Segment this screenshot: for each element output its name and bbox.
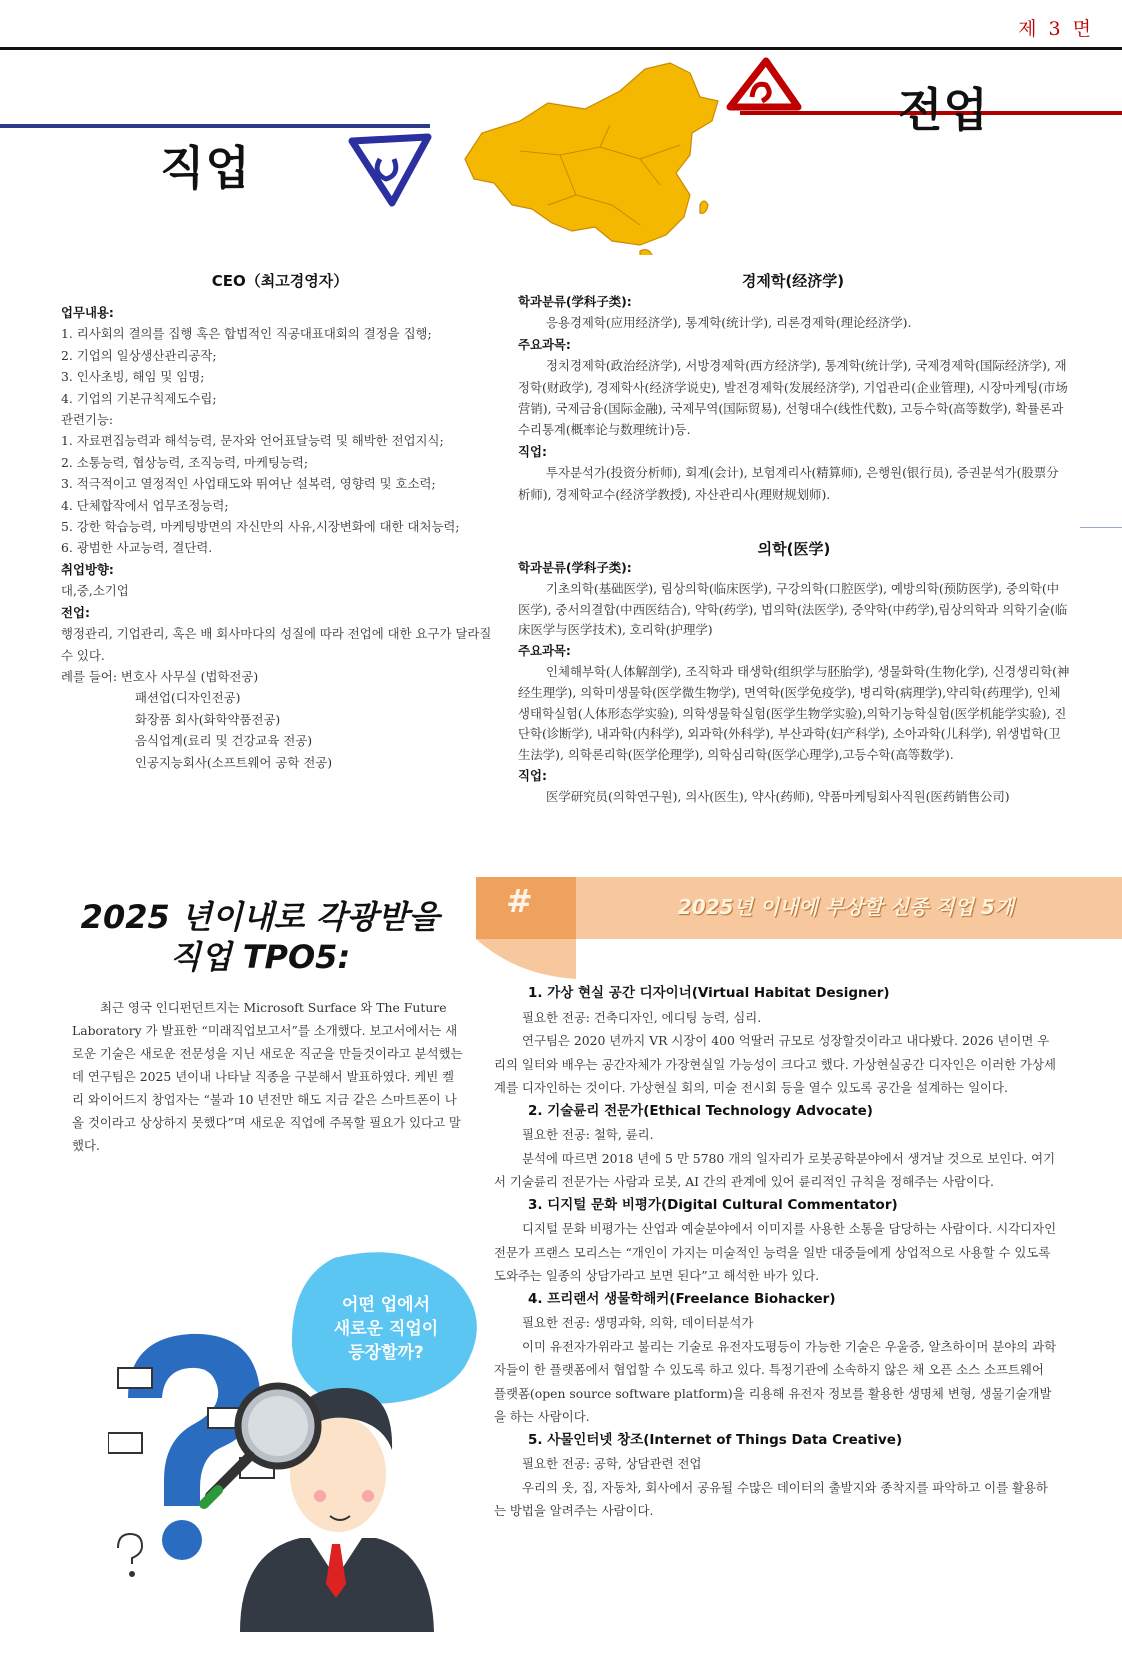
label-box <box>118 1368 152 1388</box>
detective-illustration <box>108 1248 478 1632</box>
bubble-line3: 등장할까? <box>348 1343 424 1363</box>
medicine-jobs-label: 직업: <box>518 767 547 783</box>
ceo-section <box>61 302 498 773</box>
top-rule <box>0 47 1122 50</box>
job-item <box>494 1288 1058 1429</box>
job-title: 4. 프리랜서 생물학해커(Freelance Biohacker) <box>528 1290 836 1307</box>
ceo-duty-item: 2. 기업의 일상생산관리공작; <box>61 347 217 363</box>
job-item <box>494 1100 1058 1194</box>
bubble-line2: 새로운 직업이 <box>333 1319 439 1339</box>
banner-tail <box>476 939 576 979</box>
ceo-duties-label: 업무내용: <box>61 305 114 320</box>
economics-sub: 응용경제학(应用经济学), 통계학(统计学), 리론경제학(理论经济学). <box>546 315 912 331</box>
economics-title: 경제학(经济学) <box>741 272 845 290</box>
job-title: 1. 가상 현실 공간 디자이너(Virtual Habitat Designer) <box>528 985 890 1001</box>
ceo-duty-item: 4. 기업의 기본규칙제도수립; <box>61 390 217 406</box>
ceo-example-item: 인공지능회사(소프트웨어 공학 전공) <box>135 754 333 770</box>
ceo-employment: 대,중,소기업 <box>61 583 129 599</box>
economics-sub-label: 학과분류(学科子类): <box>518 294 632 309</box>
red-triangle-logo <box>730 61 798 107</box>
ceo-transfer-label: 전업: <box>61 604 90 620</box>
medicine-section <box>518 558 1070 808</box>
banner-text: 2025년 이내에 부상할 신종 직업 5개 <box>677 895 1015 919</box>
banner-hash: # <box>506 882 533 920</box>
ceo-title: CEO（최고경영자） <box>211 272 349 290</box>
medicine-title: 의학(医学) <box>757 540 831 558</box>
top5-intro: 최근 영국 인디펀던트지는 Microsoft Surface 와 The Future Laboratory 가 발표한 “미래직업보고서”를 소개했다. 보고서에서는 새로운 기술은 새로운 전문성을 지닌 새로운 직군을 만들것이라고 분석했는데 연구팀은 2025 년이내 나타날 직종을 구분해서 발표하였다. 케빈 켈리 와이어드지 창업자는 “불과 10 년전만 해도 지금 같은 스마트폰이 나올 것이라고 상상하지 못했다”며 새로운 직업에 주목할 필요가 있다고 말했다. <box>72 1000 463 1153</box>
ceo-transfer: 행정관리, 기업관리, 혹은 배 회사마다의 성질에 따라 전업에 대한 요구가 달라질수 있다. <box>61 626 492 663</box>
ceo-skill-item: 4. 단체합작에서 업무조정능력; <box>61 497 229 513</box>
economics-courses: 정치경제학(政治经济学), 서방경제학(西方经济学), 통계학(统计学), 국제경제학(国际经济学), 재정학(财政学), 경제학사(经济学说史), 발전경제학(发展经济学), 기업관리(企业管理), 시장마케팅(市场营销), 국제금융(国际金融), 국제무역(国际贸易), 선형대수(线性代数), 고등수학(高等数学), 확률론과 수리통계(概率论与数理统计)등. <box>518 358 1068 438</box>
economics-jobs: 투자분석가(投资分析师), 회계(会计), 보험계리사(精算师), 은행원(银行员), 증권분석가(股票分析师), 경제학교수(经济学教授), 자산관리사(理财规划师). <box>518 465 1059 502</box>
medicine-jobs: 医学研究员(의학연구원), 의사(医生), 약사(药师), 약품마케팅회사직원(医药销售公司) <box>546 788 1010 804</box>
blue-triangle-logo <box>352 137 428 203</box>
medicine-sub: 기초의학(基础医学), 림상의학(临床医学), 구강의학(口腔医学), 예방의학(预防医学), 중의학(中医学), 중서의결합(中西医结合), 약학(药学), 법의학(法医学), 중약학(中药学),림상의학과 의학기술(临床医学与医学技术), 호리학(护理学) <box>518 580 1068 638</box>
job-desc: 연구팀은 2020 년까지 VR 시장이 400 억딸러 규모로 성장할것이라고 내다봤다. 2026 년이면 우리의 일터와 배우는 공간자체가 가장현실일 가능성이 크다고 했다. 가상현실공간 디자인은 이러한 가상세계를 디자인하는 것이다. 가상현실 회의, 미술 전시회 등을 열수 있도록 공간을 설계하는 일이다. <box>494 1033 1056 1095</box>
bubble-line1: 어떤 업에서 <box>341 1295 431 1315</box>
medicine-sub-label: 학과분류(学科子类): <box>518 560 632 575</box>
top5-heading-line1: 2025 년이내로 각광받을 <box>80 898 440 936</box>
small-question-icon <box>118 1534 142 1576</box>
ceo-skill-item: 5. 강한 학습능력, 마케팅방면의 자신만의 사유,시장변화에 대한 대처능력; <box>61 519 460 535</box>
side-rule <box>1080 527 1122 528</box>
ceo-example-item: 음식업계(료리 및 건강교육 전공) <box>135 733 313 749</box>
ceo-duty-item: 3. 인사초빙, 해임 및 임명; <box>61 369 205 385</box>
economics-courses-label: 주요과목: <box>518 336 571 352</box>
title-left: 직업 <box>160 141 251 195</box>
economics-jobs-label: 직업: <box>518 443 547 459</box>
ceo-skill-item: 3. 적극적이고 열정적인 사업태도와 뛰여난 설복력, 영향력 및 호소력; <box>61 476 436 492</box>
jobs-list <box>494 982 1058 1523</box>
economics-section <box>518 291 1070 505</box>
job-desc: 이미 유전자가위라고 불리는 기술로 유전자도평등이 가능한 기술은 우울증, 알츠하이머 분야의 과학자들이 한 플랫폼에서 협업할 수 있도록 하고 있다. 특정기관에 소속하지 않은 채 오픈 소스 소프트웨어 플랫폼(open source software platform)을 리용해 유전자 정보를 활용한 생명체 변형, 생물기술개발을 하는 사람이다. <box>494 1338 1057 1424</box>
job-title: 2. 기술륜리 전문가(Ethical Technology Advocate) <box>528 1102 873 1119</box>
job-title: 3. 디지털 문화 비평가(Digital Cultural Commentator) <box>528 1196 898 1213</box>
ceo-skill-item: 6. 광범한 사교능력, 결단력. <box>61 540 213 556</box>
top5-heading <box>50 897 470 977</box>
ceo-example-item: 례를 들어: 변호사 사무실 (법학전공) <box>61 668 259 684</box>
ceo-example-item: 패션업(디자인전공) <box>135 690 241 706</box>
job-item <box>494 1194 1058 1288</box>
label-box <box>108 1433 142 1453</box>
china-map <box>465 63 718 255</box>
job-major: 필요한 전공: 생명과학, 의학, 데이터분석가 <box>522 1315 754 1330</box>
job-desc: 분석에 따르면 2018 년에 5 만 5780 개의 일자리가 로봇공학분야에서 생겨날 것으로 보인다. 여기서 기술륜리 전문가는 사람과 로봇, AI 간의 관계에 있어 륜리적인 규칙을 정해주는 사람이다. <box>494 1150 1056 1189</box>
job-major: 필요한 전공: 철학, 륜리. <box>522 1127 654 1142</box>
medicine-courses: 인체해부학(人体解剖学), 조직학과 태생학(组织学与胚胎学), 생물화학(生物化学), 신경생리학(神经生理学), 의학미생물학(医学微生物学), 면역학(医学免疫学), 병리학(病理学),약리학(药理学), 인체생태학실험(人体形态学实验), 의학생물학실험(医学生物学实验),의학기능학실험(医学机能学实验), 진단학(诊断学), 내과학(内科学), 외과학(外科学), 부산과학(妇产科学), 소아과학(儿科学), 위생법학(卫生法学), 의학론리학(医学伦理学), 의학심리학(医学心理学),고등수학(高等数学). <box>518 663 1070 763</box>
ceo-skill-item: 1. 자료편집능력과 해석능력, 문자와 언어표달능력 및 해박한 전업지식; <box>61 433 444 449</box>
job-major: 필요한 전공: 건축디자인, 에디팅 능력, 심리. <box>522 1009 762 1025</box>
medicine-courses-label: 주요과목: <box>518 643 571 659</box>
top5-heading-line2: 직업 TPO5: <box>169 938 351 976</box>
ceo-employment-label: 취업방향: <box>61 561 114 577</box>
ceo-skills-label: 관련기능: <box>61 412 114 428</box>
job-title: 5. 사물인터넷 창조(Internet of Things Data Creative) <box>528 1431 903 1448</box>
ceo-duty-item: 1. 리사회의 결의를 집행 혹은 합법적인 직공대표대회의 결정을 집행; <box>61 326 432 342</box>
job-major: 필요한 전공: 공학, 상담관련 전업 <box>522 1456 702 1471</box>
job-desc: 디지털 문화 비평가는 산업과 예술분야에서 이미지를 사용한 소통을 담당하는 사람이다. 시각디자인 전문가 프랜스 모리스는 “개인이 가지는 미술적인 능력을 일반 대중들에게 상업적으로 사용할 수 있도록 도와주는 일종의 상담가라고 보면 된다”고 해석한 바가 있다. <box>494 1221 1057 1283</box>
ceo-skill-item: 2. 소통능력, 협상능력, 조직능력, 마케팅능력; <box>61 454 309 470</box>
job-item <box>494 1429 1058 1523</box>
ceo-example-item: 화장품 회사(화학약품전공) <box>135 711 281 727</box>
page-number: 제 3 면 <box>1018 18 1094 40</box>
title-right: 전업 <box>898 83 989 137</box>
job-desc: 우리의 옷, 집, 자동차, 회사에서 공유될 수많은 데이터의 출발지와 종착지를 파악하고 이를 활용하는 방법을 알려주는 사람이다. <box>494 1479 1048 1518</box>
job-item <box>494 982 1058 1100</box>
